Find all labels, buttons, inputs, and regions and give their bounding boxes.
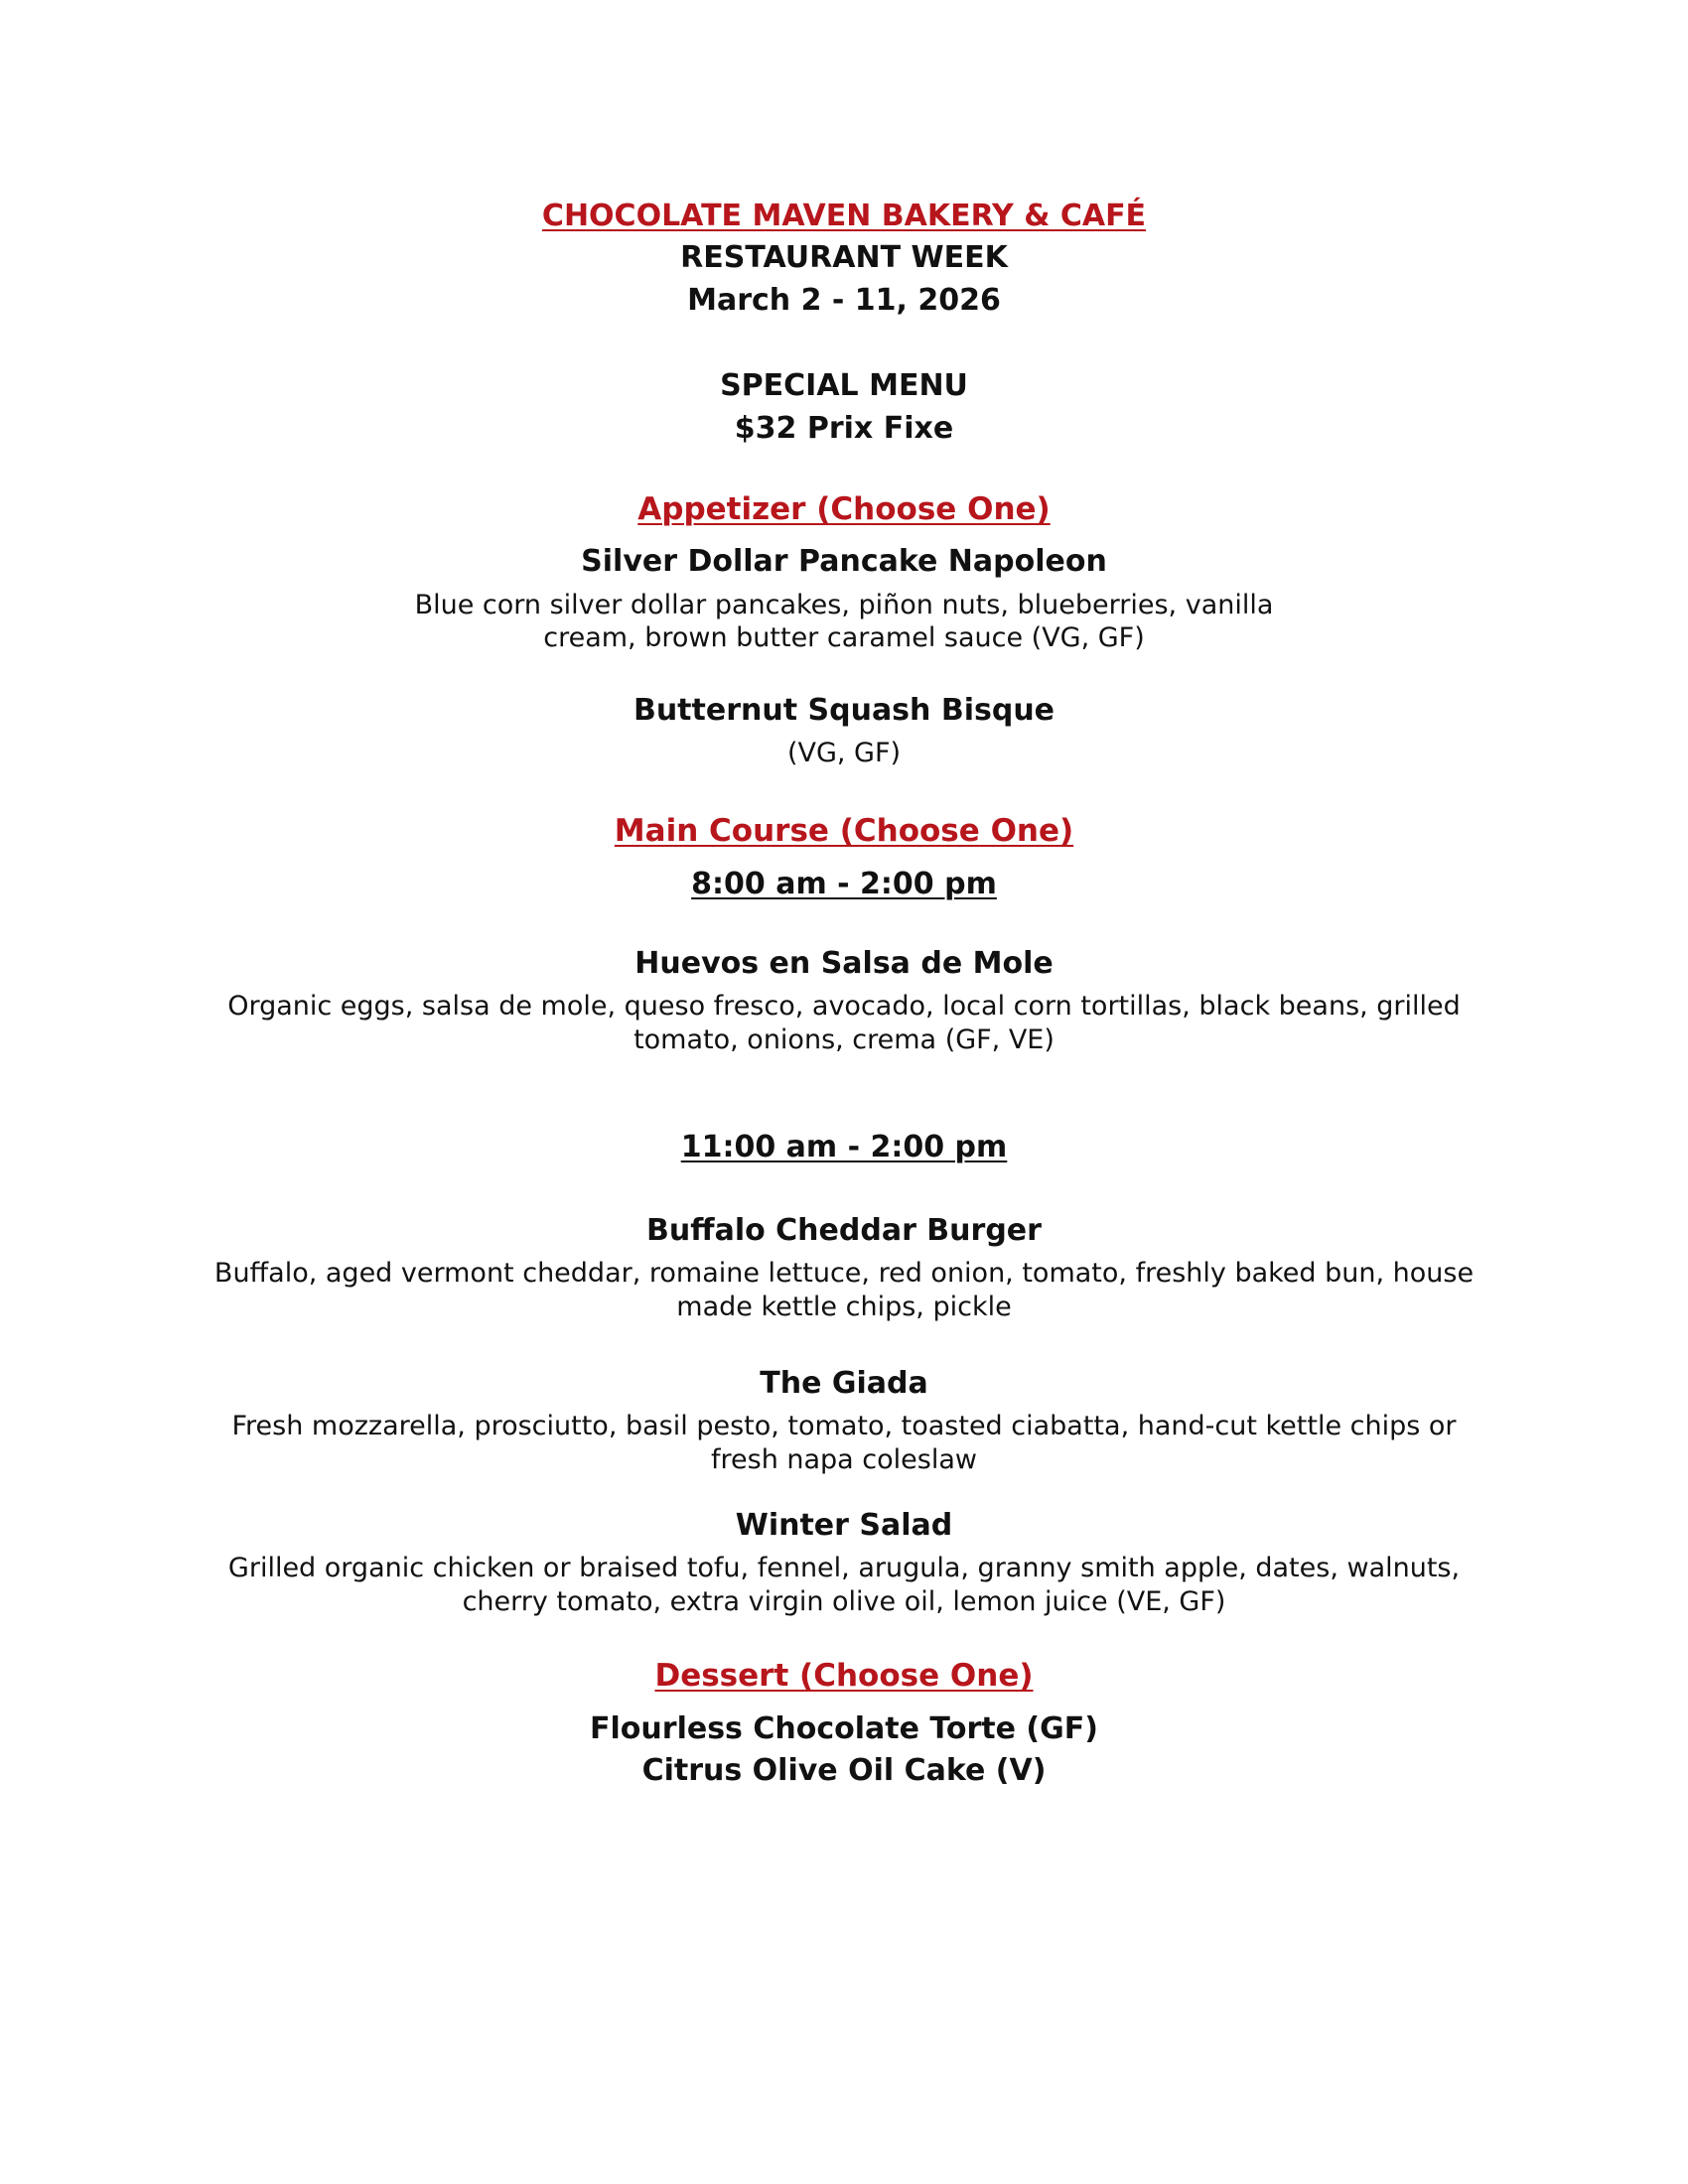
appetizer-item-name: Silver Dollar Pancake Napoleon <box>581 544 1107 579</box>
main-item-description: Grilled organic chicken or braised tofu, fennel, arugula, granny smith apple, dates, walnuts, <box>227 1553 1461 1583</box>
main-item-name: Winter Salad <box>735 1508 953 1543</box>
main-item-description: Organic eggs, salsa de mole, queso fresco, avocado, local corn tortillas, black beans, grilled <box>227 991 1461 1022</box>
menu-title: SPECIAL MENU <box>720 368 968 403</box>
appetizer-item-description: cream, brown butter caramel sauce (VG, GF) <box>543 622 1145 653</box>
main-item-description: tomato, onions, crema (GF, VE) <box>633 1024 1055 1055</box>
menu-price: $32 Prix Fixe <box>734 411 954 446</box>
main-item-name: Huevos en Salsa de Mole <box>634 946 1054 981</box>
event-dates: March 2 - 11, 2026 <box>687 283 1001 318</box>
dessert-heading: Dessert (Choose One) <box>654 1658 1034 1694</box>
main-item-description: cherry tomato, extra virgin olive oil, lemon juice (VE, GF) <box>462 1586 1226 1617</box>
appetizer-item-name: Butternut Squash Bisque <box>633 693 1055 728</box>
main-item-description: Fresh mozzarella, prosciutto, basil pesto, tomato, toasted ciabatta, hand-cut kettle chips or <box>231 1411 1457 1441</box>
main-item-description: made kettle chips, pickle <box>676 1292 1012 1322</box>
business-name: CHOCOLATE MAVEN BAKERY & CAFÉ <box>541 199 1147 233</box>
main-course-heading: Main Course (Choose One) <box>614 813 1074 849</box>
appetizer-heading: Appetizer (Choose One) <box>637 491 1051 527</box>
appetizer-item-description: (VG, GF) <box>786 738 902 768</box>
dessert-item: Citrus Olive Oil Cake (V) <box>641 1753 1047 1788</box>
main-item-description: fresh napa coleslaw <box>711 1444 977 1475</box>
main-item-description: Buffalo, aged vermont cheddar, romaine lettuce, red onion, tomato, freshly baked bun, house <box>213 1258 1475 1289</box>
event-title: RESTAURANT WEEK <box>680 240 1008 275</box>
main-item-name: The Giada <box>760 1366 928 1401</box>
breakfast-hours: 8:00 am - 2:00 pm <box>691 867 997 901</box>
dessert-item: Flourless Chocolate Torte (GF) <box>590 1711 1098 1746</box>
appetizer-item-description: Blue corn silver dollar pancakes, piñon nuts, blueberries, vanilla <box>414 590 1274 620</box>
lunch-hours: 11:00 am - 2:00 pm <box>680 1130 1008 1164</box>
main-item-name: Buffalo Cheddar Burger <box>646 1213 1042 1248</box>
